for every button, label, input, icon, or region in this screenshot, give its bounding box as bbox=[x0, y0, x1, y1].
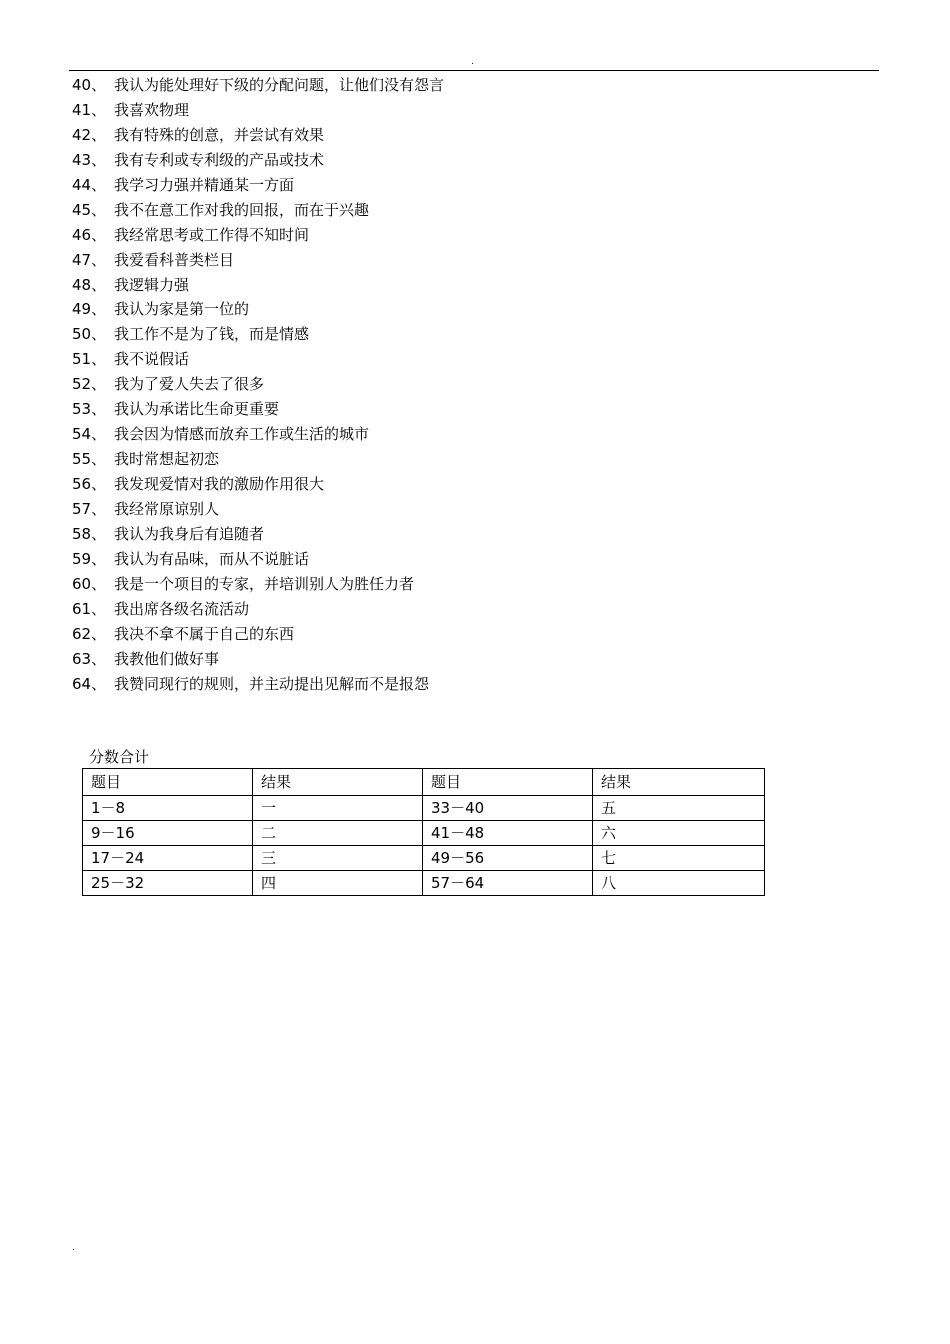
list-item bbox=[72, 422, 444, 447]
item-text: 我为了爱人失去了很多 bbox=[114, 375, 265, 394]
item-text: 我经常原谅别人 bbox=[114, 499, 220, 518]
table-cell: 一 bbox=[253, 796, 423, 821]
column-header: 结果 bbox=[593, 769, 765, 796]
item-number: 48、 bbox=[72, 275, 107, 294]
item-number: 47、 bbox=[72, 250, 107, 269]
item-text: 我有特殊的创意，并尝试有效果 bbox=[114, 125, 325, 144]
item-number: 54、 bbox=[72, 425, 107, 444]
table-cell: 六 bbox=[593, 821, 765, 846]
list-item bbox=[72, 547, 444, 572]
item-number: 50、 bbox=[72, 325, 107, 344]
item-number: 52、 bbox=[72, 375, 107, 394]
item-number: 59、 bbox=[72, 549, 107, 568]
list-item bbox=[72, 447, 444, 472]
item-number: 46、 bbox=[72, 225, 107, 244]
item-text: 我工作不是为了钱，而是情感 bbox=[114, 325, 310, 344]
item-number: 51、 bbox=[72, 350, 107, 369]
list-item bbox=[72, 347, 444, 372]
list-item bbox=[72, 248, 444, 273]
list-item bbox=[72, 572, 444, 597]
table-cell: 四 bbox=[253, 871, 423, 896]
item-number: 49、 bbox=[72, 300, 107, 319]
column-header: 题目 bbox=[83, 769, 253, 796]
list-item bbox=[72, 647, 444, 672]
table-row bbox=[83, 796, 765, 821]
item-text: 我是一个项目的专家，并培训别人为胜任力者 bbox=[114, 574, 415, 593]
item-text: 我时常想起初恋 bbox=[114, 450, 220, 469]
item-text: 我不说假话 bbox=[114, 350, 190, 369]
table-row bbox=[83, 871, 765, 896]
item-number: 53、 bbox=[72, 400, 107, 419]
item-number: 55、 bbox=[72, 450, 107, 469]
table-cell: 49－56 bbox=[423, 846, 593, 871]
list-item bbox=[72, 522, 444, 547]
list-item bbox=[72, 297, 444, 322]
item-text: 我有专利或专利级的产品或技术 bbox=[114, 150, 325, 169]
item-text: 我出席各级名流活动 bbox=[114, 599, 250, 618]
list-item bbox=[72, 223, 444, 248]
item-text: 我认为有品味，而从不说脏话 bbox=[114, 549, 310, 568]
table-row bbox=[83, 821, 765, 846]
item-number: 63、 bbox=[72, 649, 107, 668]
list-item bbox=[72, 472, 444, 497]
item-number: 56、 bbox=[72, 475, 107, 493]
list-item bbox=[72, 322, 444, 347]
item-number: 57、 bbox=[72, 499, 107, 518]
item-number: 40、 bbox=[72, 76, 107, 94]
list-item bbox=[72, 672, 444, 697]
table-header-row bbox=[83, 769, 765, 796]
table-row bbox=[83, 846, 765, 871]
table-cell: 25－32 bbox=[83, 871, 253, 896]
table-cell: 41－48 bbox=[423, 821, 593, 846]
item-text: 我逻辑力强 bbox=[114, 275, 190, 294]
item-text: 我教他们做好事 bbox=[114, 649, 220, 668]
item-text: 我认为能处理好下级的分配问题，让他们没有怨言 bbox=[114, 76, 445, 94]
list-item bbox=[72, 397, 444, 422]
table-cell: 33－40 bbox=[423, 796, 593, 821]
item-number: 42、 bbox=[72, 125, 107, 144]
footer-mark: . bbox=[72, 1243, 75, 1253]
list-item bbox=[72, 597, 444, 622]
score-table bbox=[82, 768, 765, 896]
table-cell: 1－8 bbox=[83, 796, 253, 821]
item-text: 我喜欢物理 bbox=[114, 100, 190, 119]
header-mark: . bbox=[471, 57, 474, 67]
header-divider bbox=[69, 70, 879, 71]
item-text: 我认为我身后有追随者 bbox=[114, 524, 265, 543]
column-header: 题目 bbox=[423, 769, 593, 796]
item-text: 我爱看科普类栏目 bbox=[114, 250, 235, 269]
item-text: 我决不拿不属于自己的东西 bbox=[114, 624, 295, 643]
list-item bbox=[72, 98, 444, 123]
table-cell: 17－24 bbox=[83, 846, 253, 871]
list-item bbox=[72, 372, 444, 397]
item-number: 58、 bbox=[72, 524, 107, 543]
table-cell: 八 bbox=[593, 871, 765, 896]
item-text: 我赞同现行的规则，并主动提出见解而不是报怨 bbox=[114, 674, 430, 693]
table-cell: 9－16 bbox=[83, 821, 253, 846]
table-cell: 三 bbox=[253, 846, 423, 871]
table-cell: 七 bbox=[593, 846, 765, 871]
list-item bbox=[72, 148, 444, 173]
item-number: 60、 bbox=[72, 574, 107, 593]
item-number: 43、 bbox=[72, 150, 107, 169]
list-item bbox=[72, 273, 444, 298]
list-item bbox=[72, 73, 444, 98]
item-text: 我认为家是第一位的 bbox=[114, 300, 250, 319]
item-text: 我认为承诺比生命更重要 bbox=[114, 400, 280, 419]
list-item bbox=[72, 622, 444, 647]
item-number: 64、 bbox=[72, 674, 107, 693]
item-number: 44、 bbox=[72, 175, 107, 194]
item-number: 45、 bbox=[72, 200, 107, 219]
column-header: 结果 bbox=[253, 769, 423, 796]
item-text: 我学习力强并精通某一方面 bbox=[114, 175, 295, 194]
item-text: 我不在意工作对我的回报，而在于兴趣 bbox=[114, 200, 370, 219]
list-item bbox=[72, 173, 444, 198]
questionnaire-list bbox=[72, 73, 444, 696]
item-number: 41、 bbox=[72, 100, 107, 119]
table-cell: 57－64 bbox=[423, 871, 593, 896]
table-cell: 二 bbox=[253, 821, 423, 846]
list-item bbox=[72, 497, 444, 522]
item-number: 62、 bbox=[72, 624, 107, 643]
list-item bbox=[72, 198, 444, 223]
score-table-title: 分数合计 bbox=[89, 748, 150, 766]
item-text: 我发现爱情对我的激励作用很大 bbox=[114, 475, 325, 493]
item-text: 我经常思考或工作得不知时间 bbox=[114, 225, 310, 244]
item-text: 我会因为情感而放弃工作或生活的城市 bbox=[114, 425, 370, 444]
list-item bbox=[72, 123, 444, 148]
table-cell: 五 bbox=[593, 796, 765, 821]
item-number: 61、 bbox=[72, 599, 107, 618]
